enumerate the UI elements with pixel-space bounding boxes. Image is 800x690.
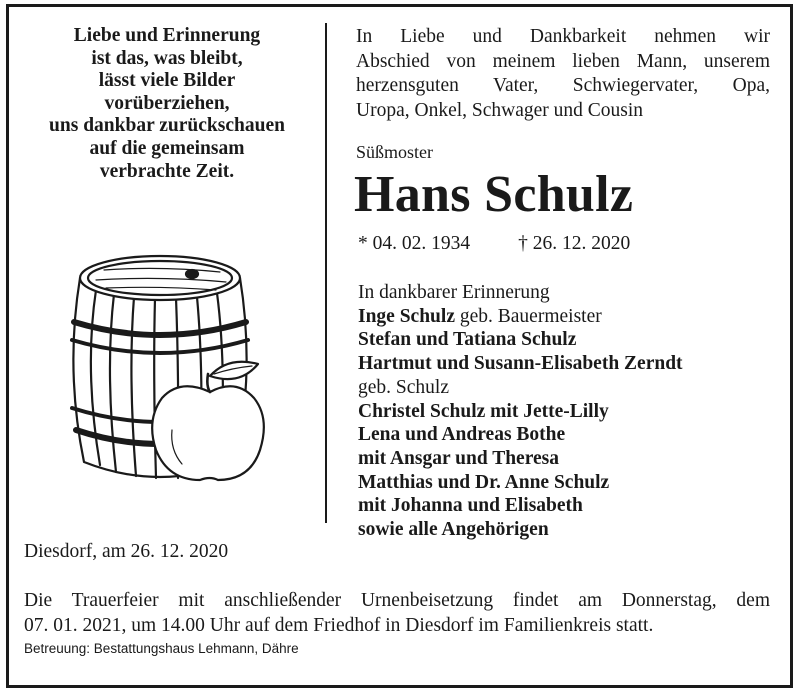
mourner-line: Matthias und Dr. Anne Schulz: [358, 471, 610, 493]
memorial-poem: [22, 25, 312, 183]
intro-text: [356, 25, 770, 123]
mourner-line: mit Ansgar und Theresa: [358, 447, 560, 469]
intro-line: Abschied von meinem lieben Mann, unserem: [356, 50, 770, 72]
service-line: Die Trauerfeier mit anschließender Urnenbeisetzung findet am Donnerstag, dem: [24, 590, 770, 611]
poem-line: uns dankbar zurückschauen: [49, 115, 285, 137]
mourner-line: Lena und Andreas Bothe: [358, 424, 566, 446]
funeral-service-notice: [24, 589, 770, 638]
intro-line: herzensguten Vater, Schwiegervater, Opa,: [356, 75, 770, 97]
occupation: Süßmoster: [356, 142, 434, 162]
column-divider: [325, 23, 327, 523]
mourner-line: Hartmut und Susann-Elisabeth Zerndt: [358, 353, 683, 375]
service-line: 07. 01. 2021, um 14.00 Uhr auf dem Friedhof in Diesdorf im Familienkreis statt.: [24, 614, 654, 636]
mourner-name: Inge Schulz: [358, 305, 455, 327]
mourner-line: sowie alle Angehörigen: [358, 519, 549, 541]
poem-line: lässt viele Bilder: [98, 70, 236, 92]
death-date: † 26. 12. 2020: [518, 233, 631, 254]
funeral-home-note: Betreuung: Bestattungshaus Lehmann, Dähre: [24, 641, 299, 656]
mourner-line: Stefan und Tatiana Schulz: [358, 329, 577, 351]
poem-line: vorüberziehen,: [104, 92, 230, 114]
deceased-name: Hans Schulz: [354, 166, 634, 223]
mourner-line: mit Johanna und Elisabeth: [358, 495, 583, 517]
poem-line: ist das, was bleibt,: [91, 47, 243, 69]
place-and-date: Diesdorf, am 26. 12. 2020: [24, 541, 229, 562]
mourner-line: Christel Schulz mit Jette-Lilly: [358, 400, 609, 422]
intro-line: In Liebe und Dankbarkeit nehmen wir: [356, 26, 770, 47]
intro-line: Uropa, Onkel, Schwager und Cousin: [356, 99, 644, 121]
poem-line: verbrachte Zeit.: [99, 160, 235, 182]
poem-line: Liebe und Erinnerung: [73, 25, 261, 46]
mourner-line: [358, 305, 683, 329]
mourners-list: [358, 281, 683, 542]
mourner-note: geb. Bauermeister: [454, 305, 602, 327]
birth-date: * 04. 02. 1934: [358, 233, 471, 254]
mourner-line: geb. Schulz: [358, 376, 449, 398]
barrel-with-apple-icon: [60, 240, 280, 500]
life-dates: [358, 232, 630, 256]
poem-line: auf die gemeinsam: [89, 137, 245, 159]
mourners-heading: In dankbarer Erinnerung: [358, 282, 550, 303]
